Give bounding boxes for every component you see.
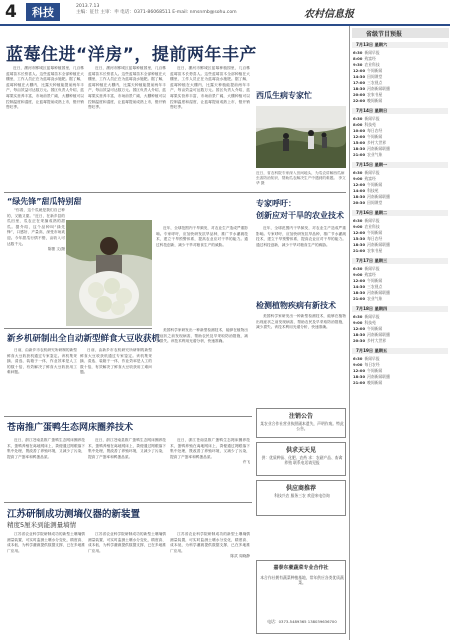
schedule-time: 18:30 <box>353 290 366 295</box>
schedule-day-header: 7月16日 星期二 <box>352 210 448 216</box>
schedule-item <box>353 56 448 61</box>
schedule-item <box>353 146 448 151</box>
demand-text: 科技兴农 服务三农 欢迎来电咨询 <box>274 493 330 498</box>
duck-text-col1: 近日，浙江苍南县推广蛋鸭生态网床圈养技术，蛋鸭养殖在离地网床上，粪便通过网眼落下集中处理，既改善了养殖环境，又减少了污染，提高了产蛋率和鸭蛋品质。 <box>7 438 85 459</box>
schedule-time: 12:00 <box>353 134 366 139</box>
schedule-item <box>353 200 448 205</box>
schedule-time: 9:00 <box>353 176 363 181</box>
schedule-program: 乡村大世界 <box>367 140 387 145</box>
schedule-program: 新闻早报 <box>364 314 380 319</box>
schedule-program: 新闻早报 <box>364 266 380 271</box>
coop-ad-phone: 电话：0373-5489365 138039636700 <box>267 619 337 624</box>
schedule-item <box>353 272 448 277</box>
demand-title: 供应商推荐 <box>285 485 316 492</box>
schedule-item <box>353 218 448 223</box>
detect-text-col2: 美国科学家研发出一种新型检测技术，能够在植物出现症状之前发现病害，帮助农民及早采取防治措施，减少损失。该技术利用光谱分析，快速准确。 <box>256 314 346 330</box>
sidebar-title: 省级节目预报 <box>352 28 449 38</box>
schedule-day-header: 7月15日 星期一 <box>352 162 448 168</box>
schedule-time: 14:30 <box>353 284 366 289</box>
schedule-item <box>353 176 448 181</box>
schedule-item <box>353 362 448 367</box>
schedule-item <box>353 128 448 133</box>
schedule-time: 14:00 <box>353 188 366 193</box>
device-text-col2: 江苏省农业科学院研制成功的新型土壤墒情测量装置，可实时监测土壤水分变化，精度高、成本低，为科学灌溉提供数据支撑，已在多地推广应用。 <box>88 532 166 553</box>
schedule-item <box>353 80 448 85</box>
schedule-program: 科技苑 <box>364 320 376 325</box>
schedule-item <box>353 374 448 379</box>
schedule-program: 河南新闻联播 <box>367 86 390 91</box>
schedule-time: 21:00 <box>353 296 366 301</box>
schedule-time: 6:30 <box>353 314 363 319</box>
schedule-time: 18:30 <box>353 146 366 151</box>
schedule-program: 科技苑 <box>367 188 379 193</box>
lead-text-col1: 近日，漯河市郾城区蓝莓种植园里，几百株蓝莓苗木长势喜人。这些蓝莓苗木全部种植在大棚里，工作人员正在为蓝莓浇水施肥。据了解，蓝莓种植在大棚内，比露天种植能提前两年丰产，每亩效益可达数万元。园区负责人介绍，蓝莓果实营养丰富，市场前景广阔，大棚种植可以控制温度和湿度，让蓝莓提前成熟上市，错开销售旺季。 <box>6 66 84 110</box>
schedule-time: 12:00 <box>353 368 366 373</box>
device-headline: 江苏研制成功测墒仪器的新装置 <box>7 509 141 520</box>
westmelon-caption: 近日，省农科院专家深入田间地头，为瓜农讲解西瓜病虫害防治知识，帮助瓜农解决生产中遇到的难题。 李文华 摄 <box>256 171 346 186</box>
schedule-program: 农业科技 <box>364 224 380 229</box>
schedule-program: 河南新闻联播 <box>367 146 390 151</box>
schedule-time: 20:00 <box>353 92 366 97</box>
schedule-program: 河南新闻联播 <box>367 290 390 295</box>
masthead-logo: 农村信息报 <box>304 9 354 20</box>
schedule-program: 午间新闻 <box>367 278 383 283</box>
schedule-program: 河南新闻联播 <box>367 242 390 247</box>
schedule-item <box>353 314 448 319</box>
schedule-program: 每日农经 <box>364 362 380 367</box>
schedule-program: 每日农经 <box>367 236 383 241</box>
schedule-program: 午间新闻 <box>367 368 383 373</box>
schedule-time: 21:00 <box>353 380 366 385</box>
schedule-time: 20:30 <box>353 338 366 343</box>
melon-text: “你看，这个瓜就是我们自己种的，又脆又甜。”近日，在新乡县的瓜田里，瓜农正在采摘成熟的甜瓜。据介绍，这个品种叫“绿先锋”，口感好、产量高，深受市场欢迎。今年甜瓜行情不错，亩收入可达数千元。 陈蕾 文/摄 <box>7 208 65 252</box>
schedule-time: 9:00 <box>353 224 363 229</box>
schedule-item <box>353 170 448 175</box>
schedule-time: 18:30 <box>353 86 366 91</box>
divider <box>4 192 346 193</box>
schedule-item <box>353 92 448 97</box>
schedule-item <box>353 368 448 373</box>
schedule-item <box>353 278 448 283</box>
schedule-time: 18:30 <box>353 332 366 337</box>
schedule-program: 致富经 <box>364 56 376 61</box>
schedule-program: 河南新闻联播 <box>367 332 390 337</box>
device-text-col3: 江苏省农业科学院研制成功的新型土壤墒情测量装置，可实时监测土壤水分变化，精度高、成本低，为科学灌溉提供数据支撑，已在多地推广应用。 陈武 周晓静 <box>170 532 250 559</box>
schedule-item <box>353 140 448 145</box>
schedule-time: 15:30 <box>353 236 366 241</box>
schedule-time: 12:00 <box>353 68 366 73</box>
schedule-program: 午间新闻 <box>367 182 383 187</box>
soybean-headline: 新乡机研制出全自动新型鲜食大豆收获机 <box>7 334 161 344</box>
schedule-program: 新闻早报 <box>364 116 380 121</box>
schedule-time: 8:00 <box>353 56 363 61</box>
schedule-day-header: 7月18日 星期四 <box>352 306 448 312</box>
schedule-item <box>353 230 448 235</box>
supply-box <box>256 442 346 476</box>
expert-headline-1: 专家呼吁： <box>256 199 296 208</box>
schedule-time: 6:30 <box>353 266 363 271</box>
main-content <box>4 28 346 638</box>
schedule-time: 18:30 <box>353 374 366 379</box>
schedule-item <box>353 74 448 79</box>
schedule-program: 农家书屋 <box>367 92 383 97</box>
schedule-item <box>353 284 448 289</box>
field-photo <box>256 106 346 168</box>
schedule-item <box>353 86 448 91</box>
schedule-item <box>353 152 448 157</box>
duck-text-col2: 近日，浙江苍南县推广蛋鸭生态网床圈养技术，蛋鸭养殖在离地网床上，粪便通过网眼落下集中处理，既改善了养殖环境，又减少了污染，提高了产蛋率和鸭蛋品质。 <box>88 438 166 459</box>
schedule-item <box>353 116 448 121</box>
schedule-time: 8:00 <box>353 122 363 127</box>
schedule-time: 18:30 <box>353 194 366 199</box>
schedule-program: 新闻早报 <box>364 356 380 361</box>
schedule-time: 9:00 <box>353 272 363 277</box>
detect-headline: 检测植物疾病有新技术 <box>256 301 336 310</box>
schedule-program: 河南新闻联播 <box>367 374 390 379</box>
schedule-time: 6:30 <box>353 218 363 223</box>
schedule-item <box>353 356 448 361</box>
melon-photo <box>66 220 152 326</box>
schedule-program: 田间课堂 <box>367 200 383 205</box>
schedule-time: 12:00 <box>353 230 366 235</box>
expert-text-col2: 近年，全球范围内干旱频发，对农业生产造成严重影响。专家呼吁，应加快研发抗旱品种，推广节水灌溉技术，建立干旱预警体系，提高农业应对干旱的能力。通过科技创新，减少干旱对粮食生产的威胁。 <box>256 226 346 247</box>
field-photo-image <box>256 106 346 168</box>
schedule-program: 每日农经 <box>367 128 383 133</box>
schedule-item <box>353 182 448 187</box>
supply-text: 供：优质种苗、化肥、农药 求：农副产品、畜禽养殖 联系电话请见报 <box>261 455 343 466</box>
schedule-program: 致富经 <box>364 272 376 277</box>
schedule-program: 午间新闻 <box>367 230 383 235</box>
schedule-program: 晚间新闻 <box>367 98 383 103</box>
schedule-time: 9:00 <box>353 320 363 325</box>
schedule-program: 三农视点 <box>367 284 383 289</box>
schedule-program: 河南新闻联播 <box>367 194 390 199</box>
divider <box>4 328 152 329</box>
schedule-time: 9:00 <box>353 362 363 367</box>
schedule-time: 6:30 <box>353 356 363 361</box>
soybean-text-col1: 日前，由新乡市农机研究所研制的新型鲜食大豆收获机通过专家鉴定。该机集采摘、清选、装箱于一体，作业效率是人工的数十倍，有效解决了鲜食大豆收获用工难问题。 <box>7 348 77 375</box>
schedule-time: 20:30 <box>353 200 366 205</box>
schedule-time: 10:00 <box>353 128 366 133</box>
header-date: 2013.7.13 <box>76 4 100 9</box>
schedule-item <box>353 380 448 385</box>
schedule-day-header: 7月17日 星期三 <box>352 258 448 264</box>
schedule-item <box>353 266 448 271</box>
schedule-program: 新闻早报 <box>364 218 380 223</box>
notice-box <box>256 408 346 438</box>
schedule-program: 致富经 <box>364 176 376 181</box>
schedule-time: 21:00 <box>353 248 366 253</box>
expert-text-col1: 近年，全球范围内干旱频发，对农业生产造成严重影响。专家呼吁，应加快研发抗旱品种，推广节水灌溉技术，建立干旱预警体系，提高农业应对干旱的能力。通过科技创新，减少干旱对粮食生产的威胁。 <box>156 226 248 247</box>
schedule-item <box>353 62 448 67</box>
demand-box <box>256 480 346 516</box>
schedule-program: 午间新闻 <box>367 134 383 139</box>
schedule-time: 21:00 <box>353 152 366 157</box>
supply-title: 供求天天见 <box>285 447 316 454</box>
schedule-time: 6:30 <box>353 116 363 121</box>
device-text-col1: 江苏省农业科学院研制成功的新型土壤墒情测量装置，可实时监测土壤水分变化，精度高、成本低，为科学灌溉提供数据支撑，已在多地推广应用。 <box>7 532 85 553</box>
divider <box>4 502 252 503</box>
schedule-program: 农家书屋 <box>367 248 383 253</box>
notice-title: 注销公告 <box>288 413 313 420</box>
schedule-item <box>353 326 448 331</box>
schedule-time: 6:30 <box>353 170 363 175</box>
notice-text: 某农业合作社营业执照副本遗失，声明作废。特此公告。 <box>260 421 344 432</box>
schedule-program: 三农视点 <box>367 80 383 85</box>
schedule-item <box>353 338 448 343</box>
schedule-item <box>353 122 448 127</box>
lead-headline: 蓝莓住进“洋房”，提前两年丰产 <box>6 45 257 65</box>
schedule-item <box>353 236 448 241</box>
schedule-item <box>353 224 448 229</box>
duck-headline: 苍南推广蛋鸭生态网床圈养技术 <box>7 423 134 433</box>
schedule-item <box>353 50 448 55</box>
schedule-time: 12:00 <box>353 182 366 187</box>
schedule-time: 14:30 <box>353 74 366 79</box>
schedule-day-header: 7月19日 星期五 <box>352 348 448 354</box>
schedule-program: 乡村大世界 <box>367 338 387 343</box>
expert-headline-2: 创新应对干旱的农业技术 <box>256 211 344 220</box>
schedule-item <box>353 242 448 247</box>
lead-text-col2: 近日，漯河市郾城区蓝莓种植园里，几百株蓝莓苗木长势喜人。这些蓝莓苗木全部种植在大棚里，工作人员正在为蓝莓浇水施肥。据了解，蓝莓种植在大棚内，比露天种植能提前两年丰产，每亩效益可达数万元。园区负责人介绍，蓝莓果实营养丰富，市场前景广阔，大棚种植可以控制温度和湿度，让蓝莓提前成熟上市，错开销售旺季。 <box>88 66 166 110</box>
schedule-time: 12:00 <box>353 326 366 331</box>
melon-photo-image <box>66 220 152 326</box>
melon-headline: “绿先锋”甜瓜特别甜 <box>7 197 82 206</box>
lead-text-col3: 近日，漯河市郾城区蓝莓种植园里，几百株蓝莓苗木长势喜人。这些蓝莓苗木全部种植在大棚里，工作人员正在为蓝莓浇水施肥。据了解，蓝莓种植在大棚内，比露天种植能提前两年丰产，每亩效益可达数万元。园区负责人介绍，蓝莓果实营养丰富，市场前景广阔，大棚种植可以控制温度和湿度，让蓝莓提前成熟上市，错开销售旺季。 <box>170 66 250 110</box>
schedule-program: 农业科技 <box>364 62 380 67</box>
schedule-time: 12:00 <box>353 278 366 283</box>
schedule-time: 22:00 <box>353 98 366 103</box>
schedule-program: 农业气象 <box>367 152 383 157</box>
schedule-program: 新闻早报 <box>364 170 380 175</box>
schedule-program: 午间新闻 <box>367 326 383 331</box>
page-number: 4 <box>5 2 17 22</box>
westmelon-headline: 西瓜生病专家忙 <box>256 91 312 100</box>
device-subhead: 精度5厘米到能测量墒情 <box>7 521 77 529</box>
soybean-text-col2: 日前，由新乡市农机研究所研制的新型鲜食大豆收获机通过专家鉴定。该机集采摘、清选、装箱于一体，作业效率是人工的数十倍，有效解决了鲜食大豆收获用工难问题。 <box>80 348 152 375</box>
schedule-program: 午间新闻 <box>367 68 383 73</box>
coop-ad <box>256 560 346 634</box>
schedule-day-header: 7月13日 星期六 <box>352 42 448 48</box>
tv-schedule-sidebar <box>349 26 450 640</box>
schedule-item <box>353 194 448 199</box>
schedule-program: 田间课堂 <box>367 74 383 79</box>
schedule-item <box>353 290 448 295</box>
coop-ad-text: 本合作社拥有蔬菜种植基地，常年供应各类优质蔬菜。 <box>260 575 344 586</box>
schedule-day-header: 7月14日 星期日 <box>352 108 448 114</box>
schedule-item <box>353 134 448 139</box>
section-label: 科技 <box>26 3 60 21</box>
schedule-time: 9:30 <box>353 62 363 67</box>
header-contact: 主编：征仕 主审：申 电话：0371-86068511 E-mail: nmsnmb@sohu.com <box>76 10 237 15</box>
schedule-program: 晚间新闻 <box>367 380 383 385</box>
schedule-time: 6:30 <box>353 50 363 55</box>
divider <box>4 416 252 417</box>
schedule-time: 17:00 <box>353 80 366 85</box>
duck-text-col3: 近日，浙江苍南县推广蛋鸭生态网床圈养技术，蛋鸭养殖在离地网床上，粪便通过网眼落下集中处理，既改善了养殖环境，又减少了污染，提高了产蛋率和鸭蛋品质。 许飞 <box>170 438 250 465</box>
schedule-time: 15:00 <box>353 140 366 145</box>
header-meta <box>76 4 237 16</box>
schedule-program: 农业气象 <box>367 296 383 301</box>
schedule-program: 科技苑 <box>364 122 376 127</box>
coop-ad-title: 嘉泰东豪蔬菜专业合作社 <box>273 565 329 571</box>
schedule-item <box>353 68 448 73</box>
schedule-program: 新闻早报 <box>364 50 380 55</box>
detect-text-col1: 美国科学家研发出一种新型检测技术，能够在植物出现症状之前发现病害，帮助农民及早采取防治措施，减少损失。该技术利用光谱分析，快速准确。 <box>156 328 248 344</box>
schedule-item <box>353 332 448 337</box>
schedule-item <box>353 320 448 325</box>
schedule-item <box>353 248 448 253</box>
schedule-item <box>353 296 448 301</box>
schedule-time: 18:30 <box>353 242 366 247</box>
schedule-item <box>353 188 448 193</box>
schedule-item <box>353 98 448 103</box>
page-header <box>0 0 450 26</box>
